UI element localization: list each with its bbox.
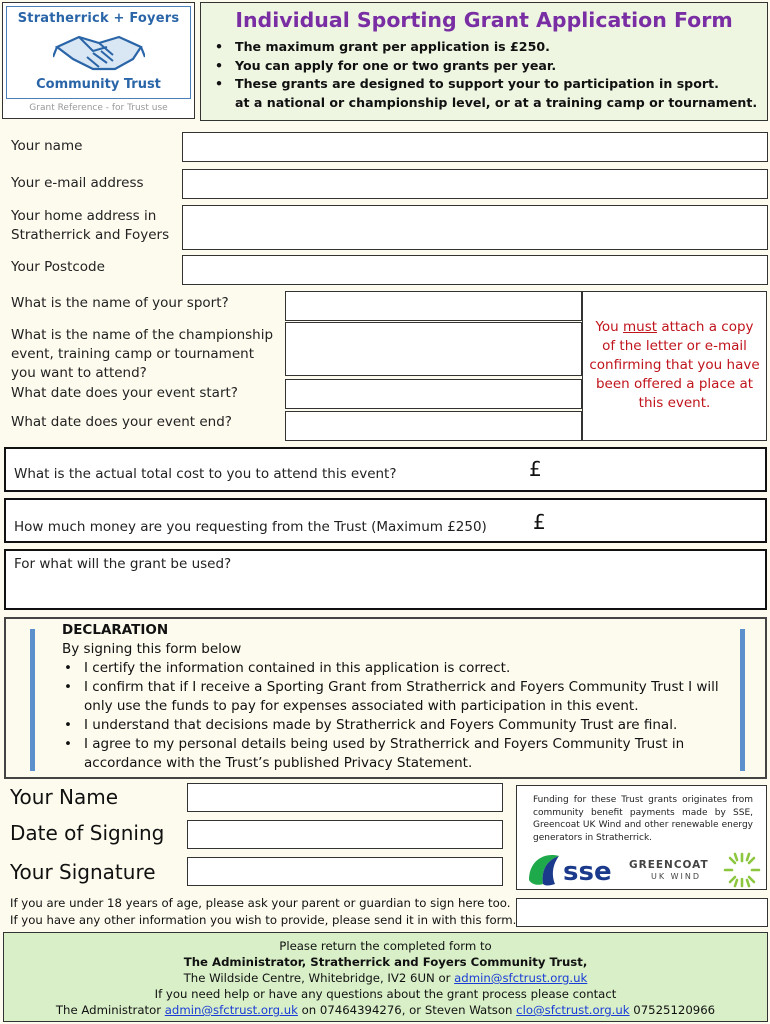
footer-line: Please return the completed form to	[279, 939, 492, 953]
trust-logo	[6, 6, 191, 99]
under-18-note: If you are under 18 years of age, please ask your parent or guardian to sign here too.	[10, 896, 511, 910]
clo-email-link[interactable]: clo@sfctrust.org.uk	[516, 1003, 630, 1017]
end-date-field[interactable]	[285, 411, 582, 441]
logo-title: Stratherrick + Foyers	[17, 11, 180, 26]
greencoat-logo-sub: UK WIND	[651, 872, 702, 881]
currency-symbol: £	[529, 457, 542, 481]
svg-text:sse: sse	[563, 857, 612, 887]
postcode-field[interactable]	[182, 255, 768, 285]
header-panel	[200, 2, 768, 121]
guardian-signature-field[interactable]	[516, 898, 768, 927]
signature-field[interactable]	[187, 857, 503, 886]
request-field[interactable]	[4, 498, 767, 543]
footer-panel	[3, 932, 768, 1022]
greencoat-sun-icon	[723, 852, 761, 888]
greencoat-logo-text: GREENCOAT	[629, 859, 709, 871]
bullet-item: • These grants are designed to support your to participation in sport.	[215, 76, 719, 91]
footer-help-line: If you need help or have any questions about the grant process please contact	[154, 987, 617, 1001]
footer-address-name: The Administrator, Stratherrick and Foyers Community Trust,	[183, 955, 588, 969]
signing-name-field[interactable]	[187, 783, 503, 812]
attach-note-box	[582, 291, 767, 441]
signing-date-label: Date of Signing	[10, 821, 165, 845]
usage-field[interactable]	[4, 549, 767, 610]
postcode-label: Your Postcode	[11, 259, 105, 275]
attach-note: You must attach a copy of the letter or e-mail confirming that you have been offered a place at this event.	[589, 319, 760, 411]
logo-subtitle: Community Trust	[36, 77, 161, 92]
usage-label: For what will the grant be used?	[14, 556, 232, 572]
bullet-item-continued: at a national or championship level, or at a training camp or tournament.	[235, 94, 758, 110]
start-date-label: What date does your event start?	[11, 385, 238, 401]
sport-field[interactable]	[285, 291, 582, 321]
end-date-label: What date does your event end?	[11, 414, 232, 430]
declaration-item: • I understand that decisions made by Stratherrick and Foyers Community Trust are final.	[64, 717, 678, 733]
sport-label: What is the name of your sport?	[11, 295, 229, 311]
header-bullets	[215, 38, 757, 112]
start-date-field[interactable]	[285, 379, 582, 409]
footer-contact-line: The Administrator admin@sfctrust.org.uk on 07464394276, or Steven Watson clo@sfctrust.org.uk 07525120966	[55, 1003, 716, 1017]
declaration-item: • I agree to my personal details being used by Stratherrick and Foyers Community Trust in accordance with the Trust’s published Privacy Statement.	[64, 736, 685, 771]
admin-email-link-2[interactable]: admin@sfctrust.org.uk	[164, 1003, 298, 1017]
declaration-heading: DECLARATION	[62, 622, 169, 638]
signing-name-label: Your Name	[10, 785, 119, 809]
cost-field[interactable]	[4, 447, 767, 492]
currency-symbol: £	[533, 510, 546, 534]
other-info-note: If you have any other information you wish to provide, please send it in with this form.	[10, 913, 517, 927]
trust-logo-box	[2, 2, 195, 119]
address-label: Your home address in Stratherrick and Foyers	[11, 208, 170, 243]
declaration-bar-left	[30, 629, 35, 771]
request-label: How much money are you requesting from the Trust (Maximum £250)	[14, 519, 487, 535]
funding-info-box	[516, 785, 767, 890]
signature-label: Your Signature	[10, 860, 156, 884]
name-label: Your name	[11, 138, 83, 154]
email-field[interactable]	[182, 169, 768, 199]
bullet-item: • The maximum grant per application is £250.	[215, 39, 550, 54]
address-field[interactable]	[182, 205, 768, 250]
footer-address: The Wildside Centre, Whitebridge, IV2 6UN or admin@sfctrust.org.uk	[183, 971, 588, 985]
sse-logo	[525, 850, 630, 888]
declaration-text	[62, 621, 732, 773]
declaration-item: • I certify the information contained in this application is correct.	[64, 660, 511, 676]
admin-email-link[interactable]: admin@sfctrust.org.uk	[454, 971, 588, 985]
grant-reference-label: Grant Reference - for Trust use	[29, 103, 168, 113]
handshake-icon	[53, 29, 145, 75]
declaration-box	[4, 617, 767, 779]
form-title: Individual Sporting Grant Application Form	[235, 8, 733, 32]
event-field[interactable]	[285, 322, 582, 376]
declaration-intro: By signing this form below	[62, 641, 242, 657]
bullet-item: • You can apply for one or two grants per year.	[215, 57, 557, 73]
signing-date-field[interactable]	[187, 820, 503, 849]
cost-label: What is the actual total cost to you to attend this event?	[14, 466, 397, 482]
name-field[interactable]	[182, 132, 768, 162]
event-label: What is the name of the championship event, training camp or tournament you want to attend?	[11, 327, 274, 381]
declaration-item: • I confirm that if I receive a Sporting Grant from Stratherrick and Foyers Community Trust I will only use the funds to pay for expenses associated with participation in this event.	[64, 679, 719, 714]
email-label: Your e-mail address	[11, 175, 144, 191]
funding-text: Funding for these Trust grants originates from community benefit payments made by SSE, Greencoat UK Wind and other renewable energy generators in Stratherrick.	[533, 795, 753, 843]
declaration-bar-right	[740, 629, 745, 771]
